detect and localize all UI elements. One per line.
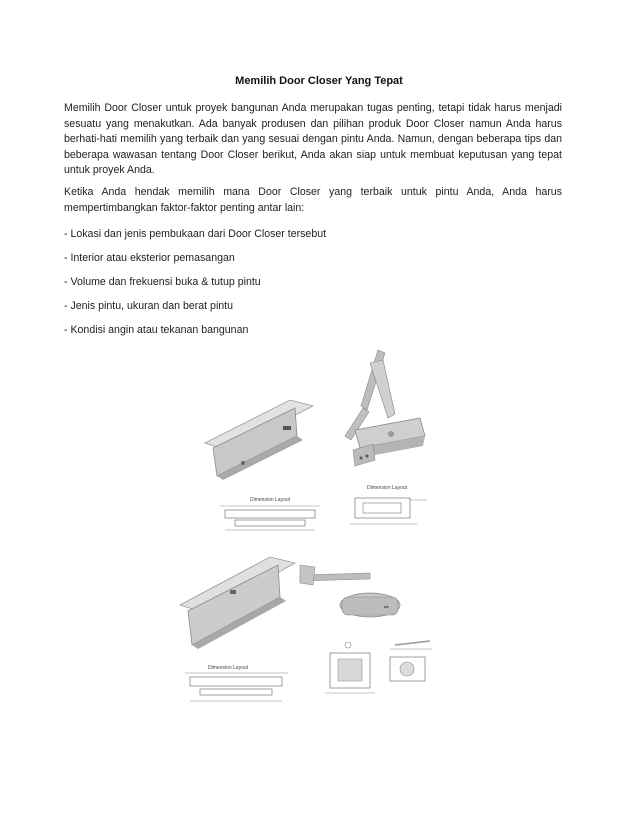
paragraph-factors: Ketika Anda hendak memilih mana Door Closer yang terbaik untuk pintu Anda, Anda harus mempertimbangkan faktor-faktor penting antar lain:	[64, 186, 562, 214]
door-closer-figure-2	[170, 545, 440, 715]
bullet-item: - Interior atau eksterior pemasangan	[64, 252, 235, 264]
door-closer-figure-1	[195, 348, 445, 533]
concealed-closer-illustration	[180, 557, 295, 649]
paragraph-intro: Memilih Door Closer untuk proyek bangunan Anda merupakan tugas penting, tetapi tidak harus menjadi sesuatu yang menakutkan. Ada banyak produsen dan pilihan produk Door Closer namun Anda harus berhati-hati memilih yang terbaik dan yang sesuai dengan pintu Anda. Namun, dengan beberapa tips dan beberapa wawasan tentang Door Closer berikut, Anda akan siap untuk membuat keputusan yang tepat untuk proyek Anda.	[64, 102, 562, 176]
svg-text:■■: ■■	[384, 604, 389, 609]
dimension-drawing-left	[220, 497, 320, 530]
document-title: Memilih Door Closer Yang Tepat	[235, 75, 403, 87]
dimension-drawing-right	[350, 485, 427, 524]
surface-closer-illustration	[345, 350, 425, 466]
dimension-drawing-middle	[325, 642, 375, 693]
surface-closer-illustration	[300, 565, 400, 617]
dimension-drawing-right	[390, 641, 432, 681]
bullet-item: - Jenis pintu, ukuran dan berat pintu	[64, 300, 234, 312]
dimension-label: Dimension Layout	[250, 497, 291, 503]
bullet-item: - Volume dan frekuensi buka & tutup pintu	[64, 276, 261, 288]
bullet-item: - Lokasi dan jenis pembukaan dari Door Closer tersebut	[64, 228, 327, 240]
dimension-drawing-left	[185, 665, 288, 701]
dimension-label: Dimension Layout	[208, 665, 249, 671]
bullet-item: - Kondisi angin atau tekanan bangunan	[64, 324, 249, 336]
concealed-closer-illustration	[205, 400, 313, 480]
dimension-label: Dimension Layout	[367, 485, 408, 491]
